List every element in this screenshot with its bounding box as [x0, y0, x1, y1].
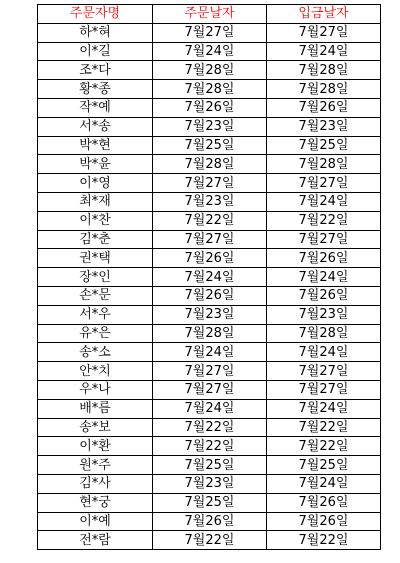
cell-order-date: 7월24일 [153, 399, 267, 418]
cell-orderer-name: 손*문 [38, 286, 153, 305]
cell-order-date: 7월27일 [153, 23, 267, 42]
cell-orderer-name: 이*길 [38, 42, 153, 61]
cell-order-date: 7월28일 [153, 155, 267, 174]
header-orderer-name: 주문자명 [38, 5, 153, 24]
cell-orderer-name: 박*윤 [38, 155, 153, 174]
cell-payment-date: 7월26일 [267, 512, 381, 531]
cell-orderer-name: 장*인 [38, 268, 153, 287]
cell-orderer-name: 안*치 [38, 362, 153, 381]
table-row [38, 155, 381, 174]
cell-order-date: 7월27일 [153, 230, 267, 249]
table-row [38, 42, 381, 61]
table-row [38, 192, 381, 211]
cell-payment-date: 7월27일 [267, 380, 381, 399]
table-row [38, 23, 381, 42]
cell-payment-date: 7월27일 [267, 174, 381, 193]
cell-payment-date: 7월27일 [267, 23, 381, 42]
cell-order-date: 7월25일 [153, 456, 267, 475]
cell-orderer-name: 이*영 [38, 174, 153, 193]
cell-payment-date: 7월22일 [267, 211, 381, 230]
cell-payment-date: 7월22일 [267, 531, 381, 550]
table-row [38, 136, 381, 155]
cell-orderer-name: 권*택 [38, 249, 153, 268]
cell-payment-date: 7월27일 [267, 230, 381, 249]
table-row [38, 343, 381, 362]
table-row [38, 174, 381, 193]
cell-orderer-name: 이*환 [38, 437, 153, 456]
cell-order-date: 7월25일 [153, 136, 267, 155]
table-row [38, 249, 381, 268]
cell-orderer-name: 조*다 [38, 61, 153, 80]
header-payment-date: 입금날자 [267, 5, 381, 24]
cell-payment-date: 7월25일 [267, 136, 381, 155]
cell-order-date: 7월22일 [153, 211, 267, 230]
table-row [38, 324, 381, 343]
cell-orderer-name: 하*혀 [38, 23, 153, 42]
table-row [38, 474, 381, 493]
table-row [38, 456, 381, 475]
cell-payment-date: 7월22일 [267, 437, 381, 456]
cell-payment-date: 7월23일 [267, 117, 381, 136]
cell-order-date: 7월22일 [153, 418, 267, 437]
table-row [38, 305, 381, 324]
cell-orderer-name: 황*종 [38, 80, 153, 99]
cell-order-date: 7월28일 [153, 324, 267, 343]
table-body [38, 23, 381, 549]
cell-orderer-name: 현*궁 [38, 493, 153, 512]
cell-payment-date: 7월26일 [267, 286, 381, 305]
cell-order-date: 7월26일 [153, 249, 267, 268]
cell-orderer-name: 이*예 [38, 512, 153, 531]
cell-payment-date: 7월27일 [267, 362, 381, 381]
order-table [37, 4, 381, 550]
cell-payment-date: 7월24일 [267, 474, 381, 493]
cell-order-date: 7월23일 [153, 305, 267, 324]
table-row [38, 437, 381, 456]
cell-orderer-name: 김*사 [38, 474, 153, 493]
cell-order-date: 7월27일 [153, 380, 267, 399]
cell-orderer-name: 이*찬 [38, 211, 153, 230]
header-row [38, 5, 381, 24]
cell-order-date: 7월24일 [153, 343, 267, 362]
table-row [38, 80, 381, 99]
cell-payment-date: 7월28일 [267, 61, 381, 80]
table-row [38, 268, 381, 287]
cell-payment-date: 7월26일 [267, 98, 381, 117]
table-row [38, 286, 381, 305]
cell-orderer-name: 송*소 [38, 343, 153, 362]
cell-order-date: 7월27일 [153, 362, 267, 381]
cell-order-date: 7월23일 [153, 474, 267, 493]
cell-order-date: 7월28일 [153, 80, 267, 99]
cell-order-date: 7월23일 [153, 117, 267, 136]
cell-payment-date: 7월28일 [267, 155, 381, 174]
table-row [38, 418, 381, 437]
cell-payment-date: 7월23일 [267, 305, 381, 324]
table-row [38, 512, 381, 531]
cell-order-date: 7월27일 [153, 174, 267, 193]
cell-orderer-name: 유*은 [38, 324, 153, 343]
table-row [38, 211, 381, 230]
table-row [38, 61, 381, 80]
table-row [38, 380, 381, 399]
cell-order-date: 7월26일 [153, 512, 267, 531]
cell-payment-date: 7월24일 [267, 399, 381, 418]
cell-payment-date: 7월28일 [267, 80, 381, 99]
cell-order-date: 7월22일 [153, 531, 267, 550]
cell-payment-date: 7월24일 [267, 268, 381, 287]
table-row [38, 399, 381, 418]
header-order-date: 주문날자 [153, 5, 267, 24]
cell-orderer-name: 서*우 [38, 305, 153, 324]
cell-payment-date: 7월22일 [267, 418, 381, 437]
cell-orderer-name: 우*나 [38, 380, 153, 399]
cell-payment-date: 7월26일 [267, 249, 381, 268]
cell-order-date: 7월23일 [153, 192, 267, 211]
cell-orderer-name: 전*람 [38, 531, 153, 550]
table-row [38, 493, 381, 512]
cell-orderer-name: 배*름 [38, 399, 153, 418]
cell-order-date: 7월24일 [153, 268, 267, 287]
cell-orderer-name: 최*재 [38, 192, 153, 211]
cell-payment-date: 7월24일 [267, 42, 381, 61]
cell-orderer-name: 송*보 [38, 418, 153, 437]
table-row [38, 362, 381, 381]
cell-order-date: 7월22일 [153, 437, 267, 456]
cell-payment-date: 7월24일 [267, 192, 381, 211]
cell-orderer-name: 박*현 [38, 136, 153, 155]
cell-order-date: 7월28일 [153, 61, 267, 80]
cell-orderer-name: 원*주 [38, 456, 153, 475]
table-row [38, 230, 381, 249]
cell-orderer-name: 김*춘 [38, 230, 153, 249]
table-row [38, 531, 381, 550]
cell-payment-date: 7월25일 [267, 456, 381, 475]
cell-order-date: 7월26일 [153, 98, 267, 117]
table-row [38, 117, 381, 136]
cell-orderer-name: 작*예 [38, 98, 153, 117]
cell-payment-date: 7월26일 [267, 493, 381, 512]
cell-order-date: 7월26일 [153, 286, 267, 305]
cell-payment-date: 7월28일 [267, 324, 381, 343]
cell-order-date: 7월24일 [153, 42, 267, 61]
cell-orderer-name: 서*송 [38, 117, 153, 136]
cell-payment-date: 7월24일 [267, 343, 381, 362]
table-row [38, 98, 381, 117]
cell-order-date: 7월25일 [153, 493, 267, 512]
